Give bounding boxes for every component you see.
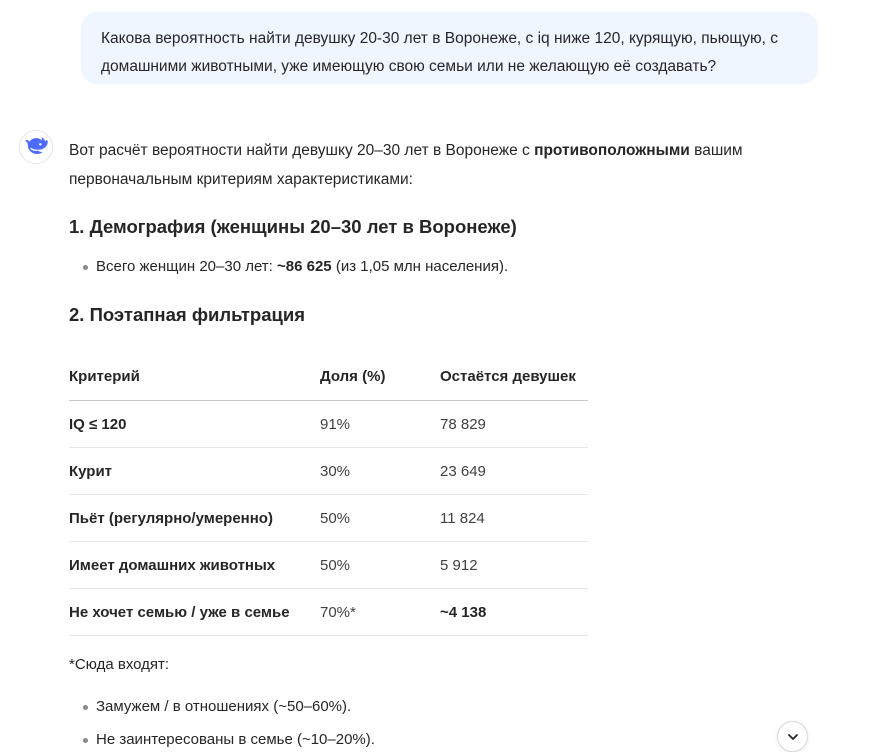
table-cell: IQ ≤ 120 xyxy=(69,401,320,448)
section-demography-title: 1. Демография (женщины 20–30 лет в Воронеже) xyxy=(69,216,517,237)
table-cell: Пьёт (регулярно/умеренно) xyxy=(69,495,320,542)
assistant-avatar xyxy=(19,130,53,164)
intro-text: Вот расчёт вероятности найти девушку 20–30 лет в Воронеже с xyxy=(69,142,535,159)
bullet-text-end: (из 1,05 млн населения). xyxy=(331,258,509,275)
user-message-text: Какова вероятность найти девушку 20-30 лет в Воронеже, с iq ниже 120, курящую, пьющую, с домашними животными, уже имеющую свою семьи или не желающую её создавать? xyxy=(101,30,779,75)
section-filtering-title: 2. Поэтапная фильтрация xyxy=(69,304,306,325)
footnote-list xyxy=(69,696,849,751)
table-row xyxy=(69,448,588,495)
bullet-bold-value: ~86 625 xyxy=(277,258,332,275)
table-cell: Не хочет семью / уже в семье xyxy=(69,589,320,636)
assistant-answer xyxy=(69,136,849,751)
table-cell: Имеет домашних животных xyxy=(69,542,320,589)
column-header: Остаётся девушек xyxy=(440,352,588,401)
table-cell: 5 912 xyxy=(440,542,588,589)
list-item: Не заинтересованы в семье (~10–20%). xyxy=(69,729,849,751)
table-cell: 30% xyxy=(320,448,440,495)
answer-intro xyxy=(69,136,849,194)
table-header-row xyxy=(69,352,588,401)
table-cell: 11 824 xyxy=(440,495,588,542)
table-cell: 70%* xyxy=(320,589,440,636)
table-cell: ~4 138 xyxy=(440,589,588,636)
table-cell: 23 649 xyxy=(440,448,588,495)
table-cell: 78 829 xyxy=(440,401,588,448)
table-row xyxy=(69,401,588,448)
table-cell: 50% xyxy=(320,495,440,542)
column-header: Критерий xyxy=(69,352,320,401)
table-cell: Курит xyxy=(69,448,320,495)
list-item xyxy=(69,256,849,278)
list-item: Замужем / в отношениях (~50–60%). xyxy=(69,696,849,718)
table-cell: 91% xyxy=(320,401,440,448)
column-header: Доля (%) xyxy=(320,352,440,401)
table-row xyxy=(69,495,588,542)
table-cell: 50% xyxy=(320,542,440,589)
user-message-bubble xyxy=(81,12,818,84)
intro-bold-text: противоположными xyxy=(534,142,690,159)
whale-logo-icon xyxy=(24,137,48,157)
table-row xyxy=(69,589,588,636)
filter-table xyxy=(69,352,588,636)
table-row xyxy=(69,542,588,589)
scroll-to-bottom-button[interactable] xyxy=(777,721,808,752)
bullet-text: Всего женщин 20–30 лет: xyxy=(96,258,278,275)
intro-text-end: вашим первоначальным критериям характеристиками: xyxy=(69,142,743,188)
demography-list xyxy=(69,256,849,278)
chevron-down-icon xyxy=(786,730,800,744)
footnote: *Сюда входят: xyxy=(69,656,170,673)
